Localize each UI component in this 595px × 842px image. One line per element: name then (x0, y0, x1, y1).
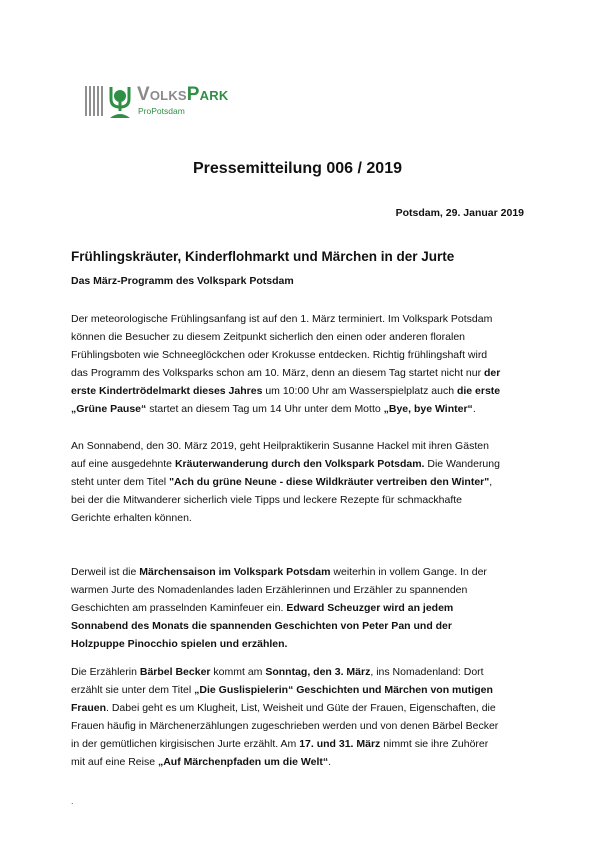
paragraph (71, 310, 526, 418)
bold-text: Bärbel Becker (139, 666, 211, 678)
bold-text: „Bye, bye Winter“ (383, 403, 473, 415)
text-run: Frühlingsboten wie Schneeglöckchen oder Krokusse entdecken. Richtig frühlingshaft wird (71, 349, 488, 361)
text-run: Geschichten am prasselnden Kaminfeuer ein. (71, 602, 287, 614)
text-line (71, 663, 526, 681)
text-line (71, 364, 526, 382)
text-run: , (489, 476, 493, 488)
text-line (71, 617, 526, 635)
tree-emblem-icon (107, 85, 133, 119)
text-run: warmen Jurte des Nomadenlandes laden Erzählerinnen und Erzähler zu spannenden (71, 584, 468, 596)
text-line (71, 717, 526, 735)
text-run: Die Wanderung (424, 458, 500, 470)
bold-text: Edward Scheuzger wird an jedem (286, 602, 454, 614)
text-line (71, 346, 526, 364)
text-line (71, 753, 526, 771)
text-line (71, 509, 526, 527)
text-run: . Dabei geht es um Klugheit, List, Weisheit und Güte der Frauen, Eigenschaften, die (106, 702, 496, 714)
paragraph (71, 437, 526, 527)
bold-text: Sonnabend des Monats die spannenden Geschichten von Peter Pan und der (71, 620, 452, 632)
text-run: . (328, 756, 332, 768)
text-run: kommt am (210, 666, 266, 678)
footer-mark: . (71, 796, 74, 806)
text-run: können die Besucher zu diesem Zeitpunkt sicherlich den einen oder anderen floralen (71, 331, 465, 343)
bold-text: der (484, 367, 501, 379)
bold-text: 17. und 31. März (299, 738, 381, 750)
bold-text: „Grüne Pause“ (71, 403, 147, 415)
text-run: An Sonnabend, den 30. März 2019, geht Heilpraktikerin Susanne Hackel mit ihren Gästen (71, 440, 489, 452)
text-line (71, 581, 526, 599)
text-line (71, 699, 526, 717)
text-run: steht unter dem Titel (71, 476, 170, 488)
text-line (71, 455, 526, 473)
page-title: Pressemitteilung 006 / 2019 (193, 160, 402, 177)
text-run: mit auf eine Reise (71, 756, 158, 768)
text-run: in der gemütlichen kirgisischen Jurte erzählt. Am (71, 738, 300, 750)
text-run: , ins Nomadenland: Dort (370, 666, 484, 678)
text-run: Derweil ist die (71, 566, 140, 578)
logo-bars-icon (85, 86, 107, 116)
text-line (71, 735, 526, 753)
bold-text: "Ach du grüne Neune - diese Wildkräuter vertreiben den Winter" (169, 476, 490, 488)
bold-text: Holzpuppe Pinocchio spielen und erzählen. (71, 638, 288, 650)
volkspark-logo (85, 83, 260, 121)
bold-text: Kräuterwanderung durch den Volkspark Potsdam. (174, 458, 425, 470)
text-run: Frauen häufig in Märchenerzählungen zugeschrieben werden und von denen Bärbel Becker (71, 720, 499, 732)
text-line (71, 400, 526, 418)
text-run: auf eine ausgedehnte (71, 458, 175, 470)
bold-text: Sonntag, den 3. März (265, 666, 371, 678)
paragraph (71, 663, 526, 771)
bold-text: „Die Guslispielerin“ Geschichten und Märchen von mutigen (194, 684, 493, 696)
bold-text: Märchensaison im Volkspark Potsdam (139, 566, 331, 578)
text-run: . (472, 403, 476, 415)
text-run: Gerichte erhalten können. (71, 512, 192, 524)
text-run: startet an diesem Tag um 14 Uhr unter dem Motto (146, 403, 384, 415)
text-line (71, 563, 526, 581)
bold-text: die erste (456, 385, 501, 397)
subheadline: Das März-Programm des Volkspark Potsdam (71, 275, 294, 287)
logo-wordmark (137, 84, 228, 106)
text-line (71, 681, 526, 699)
text-line (71, 382, 526, 400)
logo-word-green: Park (186, 84, 229, 105)
logo-word-grey: Volks (137, 84, 187, 105)
text-run: das Programm des Volksparks schon am 10. März, denn an diesem Tag startet nicht nur (71, 367, 485, 379)
text-line (71, 310, 526, 328)
bold-text: erste Kindertrödelmarkt dieses Jahres (71, 385, 263, 397)
text-line (71, 599, 526, 617)
dateline: Potsdam, 29. Januar 2019 (395, 207, 524, 219)
bold-text: „Auf Märchenpfaden um die Welt“ (157, 756, 329, 768)
text-line (71, 437, 526, 455)
paragraph (71, 563, 526, 653)
text-run: erzählt sie unter dem Titel (71, 684, 195, 696)
text-line (71, 328, 526, 346)
text-line (71, 473, 526, 491)
logo-subtitle: ProPotsdam (138, 106, 185, 116)
text-line (71, 635, 526, 653)
text-run: nimmt sie ihre Zuhörer (380, 738, 489, 750)
text-run: Der meteorologische Frühlingsanfang ist auf den 1. März terminiert. Im Volkspark Potsdam (71, 313, 493, 325)
text-run: bei der die Mitwanderer sicherlich viele Tipps und leckere Rezepte für schmackhafte (71, 494, 463, 506)
text-line (71, 491, 526, 509)
bold-text: Frauen (71, 702, 107, 714)
text-run: um 10:00 Uhr am Wasserspielplatz auch (262, 385, 457, 397)
text-run: weiterhin in vollem Gange. In der (330, 566, 487, 578)
text-run: Die Erzählerin (71, 666, 140, 678)
headline: Frühlingskräuter, Kinderflohmarkt und Märchen in der Jurte (71, 249, 455, 264)
